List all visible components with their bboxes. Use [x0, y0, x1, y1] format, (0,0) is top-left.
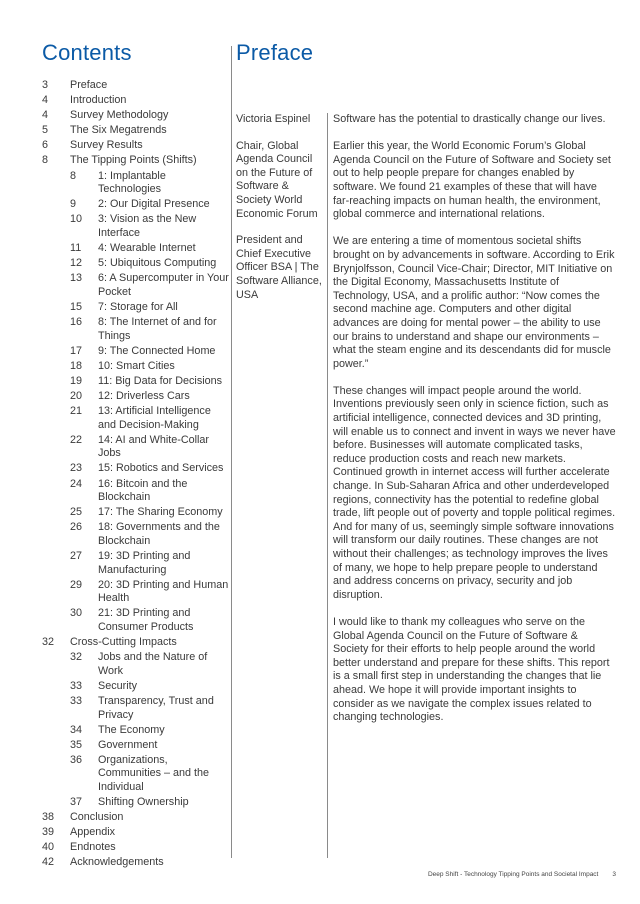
toc-item[interactable]	[42, 360, 230, 374]
toc-item[interactable]	[42, 301, 230, 315]
toc-page-number: 17	[70, 344, 83, 357]
toc-page-number: 40	[42, 841, 55, 854]
toc-item[interactable]	[42, 405, 230, 432]
page-footer	[428, 871, 616, 878]
footer-title: Deep Shift - Technology Tipping Points and Societal Impact	[427, 871, 599, 878]
toc-item[interactable]	[42, 680, 230, 694]
toc-page-number: 23	[70, 462, 83, 475]
author-role-chair: Chair, Global Agenda Council on the Future of Software & Society World Economic Forum	[236, 139, 318, 220]
toc-page-number: 20	[70, 389, 83, 402]
preface-body	[333, 113, 616, 738]
toc-item[interactable]	[42, 242, 230, 256]
toc-page-number: 4	[42, 109, 49, 122]
toc-page-number: 33	[70, 679, 83, 692]
toc-item[interactable]	[42, 754, 230, 795]
toc-item[interactable]	[42, 695, 230, 722]
toc-label: The Economy	[98, 723, 165, 736]
toc-item[interactable]	[42, 550, 230, 577]
toc-label: Cross-Cutting Impacts	[70, 636, 177, 649]
toc-page-number: 37	[70, 796, 83, 809]
toc-page-number: 8	[42, 154, 49, 167]
toc-page-number: 3	[42, 79, 49, 91]
toc-page-number: 25	[70, 506, 83, 519]
toc-label: 19: 3D Printing and Manufacturing	[98, 550, 191, 576]
toc-page-number: 39	[42, 826, 55, 839]
toc-item[interactable]	[42, 109, 230, 123]
toc-page-number: 34	[70, 723, 83, 736]
toc-label: Survey Methodology	[70, 109, 169, 122]
toc-label: 15: Robotics and Services	[98, 462, 224, 475]
toc-page-number: 5	[42, 124, 49, 137]
toc-label: Preface	[70, 79, 108, 91]
toc-page-number: 26	[70, 521, 83, 534]
toc-item[interactable]	[42, 79, 230, 93]
table-of-contents	[42, 79, 230, 872]
toc-label: 17: The Sharing Economy	[98, 506, 223, 519]
toc-item[interactable]	[42, 213, 230, 240]
toc-label: 8: The Internet of and for Things	[98, 316, 217, 342]
toc-item[interactable]	[42, 724, 230, 738]
preface-paragraph: Earlier this year, the World Economic Forum’s Global Agenda Council on the Future of Software and Society set out to help people prepare for changes enabled by software. We found 21 examples of these that will have far-reaching impacts on human health, the environment, global commerce and international relations.	[333, 140, 611, 221]
toc-page-number: 11	[70, 242, 82, 255]
toc-item[interactable]	[42, 462, 230, 476]
toc-label: 12: Driverless Cars	[98, 389, 190, 402]
author-divider	[327, 113, 328, 858]
toc-item[interactable]	[42, 257, 230, 271]
preface-title: Preface	[236, 40, 314, 65]
toc-page-number: 4	[42, 94, 49, 107]
toc-item[interactable]	[42, 739, 230, 753]
toc-page-number: 18	[70, 359, 83, 372]
toc-item[interactable]	[42, 139, 230, 153]
toc-page-number: 38	[42, 811, 55, 824]
toc-label: Survey Results	[70, 139, 143, 152]
toc-page-number: 8	[70, 169, 77, 182]
toc-page-number: 33	[70, 694, 83, 707]
toc-item[interactable]	[42, 636, 230, 650]
toc-label: Conclusion	[70, 811, 124, 824]
toc-item[interactable]	[42, 478, 230, 505]
toc-label: Jobs and the Nature of Work	[98, 651, 208, 677]
toc-item[interactable]	[42, 841, 230, 855]
toc-label: 16: Bitcoin and the Blockchain	[98, 477, 188, 504]
toc-item[interactable]	[42, 170, 230, 197]
toc-label: 10: Smart Cities	[98, 359, 175, 372]
toc-page-number: 12	[70, 257, 83, 270]
toc-label: 18: Governments and the Blockchain	[98, 521, 220, 547]
author-role-president: President and Chief Executive Officer BSA | The Software Alliance, USA	[236, 234, 322, 301]
preface-paragraph: We are entering a time of momentous societal shifts brought on by advancements in software. According to Erik Brynjolfsson, Council Vice-Chair; Director, MIT Initiative on the Digital Economy, Massachusetts Institute of Technology, USA, and a prolific author: “Now comes the second machine age. Computers and other digital advances are doing for mental power – the ability to use our brains to understand and shape our environments – what the steam engine and its descendants did for muscle power.”	[333, 235, 615, 370]
toc-page-number: 21	[70, 405, 83, 418]
toc-page-number: 36	[70, 753, 83, 766]
toc-item[interactable]	[42, 651, 230, 678]
toc-item[interactable]	[42, 506, 230, 520]
toc-label: 6: A Supercomputer in Your Pocket	[98, 272, 229, 298]
toc-item[interactable]	[42, 375, 230, 389]
contents-title: Contents	[42, 40, 132, 65]
toc-item[interactable]	[42, 434, 230, 461]
toc-item[interactable]	[42, 390, 230, 404]
toc-label: Appendix	[70, 826, 116, 839]
toc-label: 9: The Connected Home	[98, 344, 216, 357]
toc-page-number: 42	[42, 856, 55, 869]
toc-label: The Tipping Points (Shifts)	[70, 154, 197, 167]
toc-page-number: 35	[70, 738, 83, 751]
toc-item[interactable]	[42, 124, 230, 138]
toc-page-number: 16	[70, 316, 83, 328]
toc-page-number: 19	[70, 374, 83, 387]
preface-paragraph: I would like to thank my colleagues who serve on the Global Agenda Council on the Future of Software & Society for their efforts to help people around the world better understand and prepare for these shifts. This report is a small first step in understanding the changes that lie ahead. We hope it will provide important insights to consider as we navigate the complex issues related to changing technologies.	[333, 615, 610, 724]
toc-item[interactable]	[42, 796, 230, 810]
toc-label: 11: Big Data for Decisions	[98, 374, 223, 387]
toc-label: 1: Implantable Technologies	[98, 169, 166, 196]
toc-label: 21: 3D Printing and Consumer Products	[98, 607, 194, 633]
toc-page-number: 22	[70, 433, 83, 446]
toc-item[interactable]	[42, 272, 230, 299]
preface-paragraph: These changes will impact people around the world. Inventions previously seen only in science fiction, such as artificial intelligence, connected devices and 3D printing, will enable us to connect and invent in ways we never have before. Businesses will automate complicated tasks, reduce production costs and reach new markets. Continued growth in internet access will further accelerate change. In Sub-Saharan Africa and other underdeveloped regions, connectivity has the potential to redefine global trade, lift people out of poverty and topple political regimes. And for many of us, seemingly simple software innovations will transform our daily routines. These changes are not without their challenges; as technology improves the lives of many, we hope to help prepare people to understand and address concerns on privacy, security and job disruption.	[333, 384, 616, 601]
toc-label: 7: Storage for All	[98, 300, 178, 313]
toc-label: Government	[98, 738, 158, 751]
toc-item[interactable]	[42, 579, 230, 606]
toc-label: Transparency, Trust and Privacy	[98, 694, 214, 721]
toc-page-number: 32	[42, 636, 55, 649]
toc-label: 5: Ubiquitous Computing	[98, 257, 217, 270]
toc-label: Organizations, Communities – and the Individual	[98, 753, 210, 793]
toc-label: Acknowledgements	[70, 856, 164, 869]
toc-page-number: 27	[70, 550, 83, 562]
author-name: Victoria Espinel	[236, 113, 311, 125]
toc-item[interactable]	[42, 521, 230, 548]
toc-item[interactable]	[42, 856, 230, 870]
toc-label: 4: Wearable Internet	[98, 242, 196, 255]
toc-label: 2: Our Digital Presence	[98, 198, 210, 211]
toc-label: Introduction	[70, 94, 127, 107]
toc-label: 14: AI and White-Collar Jobs	[98, 433, 210, 460]
toc-divider	[231, 46, 232, 858]
toc-label: Security	[98, 679, 138, 692]
toc-item[interactable]	[42, 198, 230, 212]
toc-item[interactable]	[42, 826, 230, 840]
toc-page-number: 32	[70, 651, 83, 664]
toc-label: 13: Artificial Intelligence and Decision-Making	[98, 405, 211, 431]
toc-page-number: 30	[70, 607, 83, 620]
toc-page-number: 13	[70, 272, 83, 285]
toc-page-number: 15	[70, 300, 83, 313]
toc-label: 3: Vision as the New Interface	[98, 213, 197, 239]
toc-item[interactable]	[42, 316, 230, 343]
page-number: 3	[612, 871, 616, 878]
toc-item[interactable]	[42, 94, 230, 108]
toc-page-number: 6	[42, 139, 49, 152]
toc-label: The Six Megatrends	[70, 124, 167, 137]
toc-page-number: 29	[70, 578, 83, 591]
author-block	[236, 113, 326, 302]
toc-label: Endnotes	[70, 841, 116, 854]
preface-paragraph: Software has the potential to drastically change our lives.	[333, 113, 606, 125]
toc-page-number: 9	[70, 198, 77, 211]
toc-item[interactable]	[42, 811, 230, 825]
toc-page-number: 10	[70, 213, 83, 226]
toc-item[interactable]	[42, 607, 230, 634]
toc-label: 20: 3D Printing and Human Health	[98, 578, 229, 605]
toc-item[interactable]	[42, 154, 230, 168]
toc-label: Shifting Ownership	[98, 796, 189, 809]
toc-page-number: 24	[70, 477, 83, 490]
toc-item[interactable]	[42, 345, 230, 359]
